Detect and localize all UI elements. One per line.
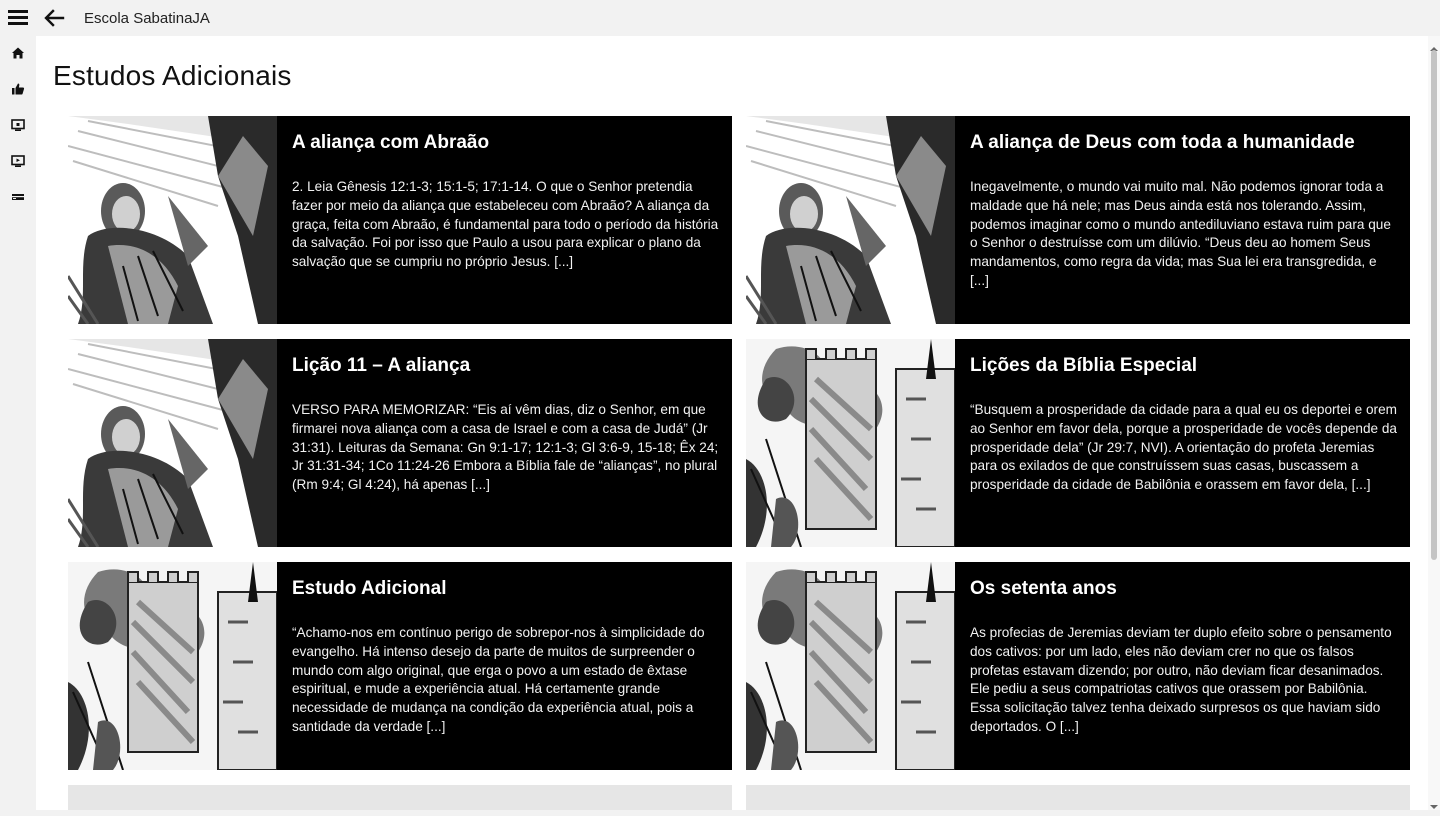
home-icon[interactable] bbox=[9, 44, 27, 62]
card-excerpt: As profecias de Jeremias deviam ter duplo efeito sobre o pensamento dos cativos: por um lado, eles não deviam crer no que os falsos profetas estavam dizendo; por outro, não deviam ficar desanimados. Ele pediu a seus compatriotas cativos que orassem por Babilônia. Essa solicitação talvez tenha deixado surpresos os que haviam sido deportados. O [...] bbox=[970, 625, 1392, 734]
card-excerpt: “Achamo-nos em contínuo perigo de sobrepor-nos à simplicidade do evangelho. Há intenso desejo da parte de muitos de surpreender o mundo com algo original, que erga o povo a um estado de êxtase espiritual, e mude a experiência atual. Há certamente grande necessidade de mudança na condição da experiência atual, pois a santidade da verdade [...] bbox=[292, 625, 705, 734]
card-title: Lição 11 – A aliança bbox=[292, 355, 471, 376]
praying-figure-illustration bbox=[68, 339, 277, 547]
burning-city-tower-illustration bbox=[68, 562, 277, 770]
card-excerpt: Inegavelmente, o mundo vai muito mal. Não podemos ignorar toda a maldade que há nele; mas Deus ainda está nos tolerando. Assim, podemos imaginar como o mundo antediluviano estava ruim para que o Senhor o destruísse com um dilúvio. “Deus deu ao homem Seus mandamentos, como regra da vida; mas Sua lei era transgredida, e [...] bbox=[970, 179, 1391, 288]
card-excerpt: “Busquem a prosperidade da cidade para a qual eu os deportei e orem ao Senhor em favor dela, porque a prosperidade de vocês depende da prosperidade dela” (Jr 29:7, NVI). A orientação do profeta Jeremias para os exilados de que construíssem suas casas, buscassem a prosperidade da cidade de Babilônia e orassem em favor dela, [...] bbox=[970, 402, 1397, 493]
left-navigation-rail bbox=[0, 36, 36, 810]
card-excerpt: VERSO PARA MEMORIZAR: “Eis aí vêm dias, diz o Senhor, em que firmarei nova aliança com a casa de Israel e com a casa de Judá” (Jr 31:31). Leituras da Semana: Gn 9:1-17; 12:1-3; Gl 3:6-9, 15-18; Êx 24; Jr 31:31-34; 1Co 11:24-26 Embora a Bíblia fale de “alianças”, no plural (Rm 9:4; Gl 4:24), há apenas [...] bbox=[292, 402, 719, 493]
monitor-play-icon[interactable] bbox=[9, 152, 27, 170]
card-title: Estudo Adicional bbox=[292, 578, 447, 599]
burning-city-tower-illustration bbox=[746, 339, 955, 547]
monitor-icon[interactable] bbox=[9, 116, 27, 134]
study-card-loading[interactable] bbox=[68, 785, 732, 810]
scroll-down-icon[interactable] bbox=[1430, 798, 1438, 806]
study-card[interactable] bbox=[68, 562, 732, 770]
study-card[interactable] bbox=[746, 562, 1410, 770]
main-content bbox=[36, 36, 1428, 810]
arrow-left-icon[interactable] bbox=[42, 6, 66, 30]
study-card[interactable] bbox=[746, 339, 1410, 547]
vertical-scrollbar[interactable] bbox=[1428, 36, 1440, 810]
study-card[interactable] bbox=[68, 339, 732, 547]
hamburger-menu-icon[interactable] bbox=[8, 10, 28, 26]
app-title: Escola SabatinaJA bbox=[84, 10, 210, 27]
card-excerpt: 2. Leia Gênesis 12:1-3; 15:1-5; 17:1-14. O que o Senhor pretendia fazer por meio da aliança que estabeleceu com Abraão? A aliança da graça, feita com Abraão, é fundamental para todo o período da história da salvação. Foi por isso que Paulo a usou para explicar o plano da salvação que se cumpriu no próprio Jesus. [...] bbox=[292, 179, 719, 270]
card-title: A aliança com Abraão bbox=[292, 132, 490, 153]
card-title: A aliança de Deus com toda a humanidade bbox=[970, 132, 1355, 153]
card-icon[interactable] bbox=[9, 188, 27, 206]
card-title: Lições da Bíblia Especial bbox=[970, 355, 1198, 376]
praying-figure-illustration bbox=[746, 116, 955, 324]
burning-city-tower-illustration bbox=[746, 562, 955, 770]
scroll-up-icon[interactable] bbox=[1430, 40, 1438, 48]
praying-figure-illustration bbox=[68, 116, 277, 324]
scrollbar-thumb[interactable] bbox=[1431, 50, 1437, 560]
page-title: Estudos Adicionais bbox=[53, 60, 292, 91]
study-card-loading[interactable] bbox=[746, 785, 1410, 810]
study-card[interactable] bbox=[746, 116, 1410, 324]
title-bar bbox=[0, 0, 1440, 36]
thumbs-up-icon[interactable] bbox=[9, 80, 27, 98]
card-title: Os setenta anos bbox=[970, 578, 1117, 599]
study-card[interactable] bbox=[68, 116, 732, 324]
